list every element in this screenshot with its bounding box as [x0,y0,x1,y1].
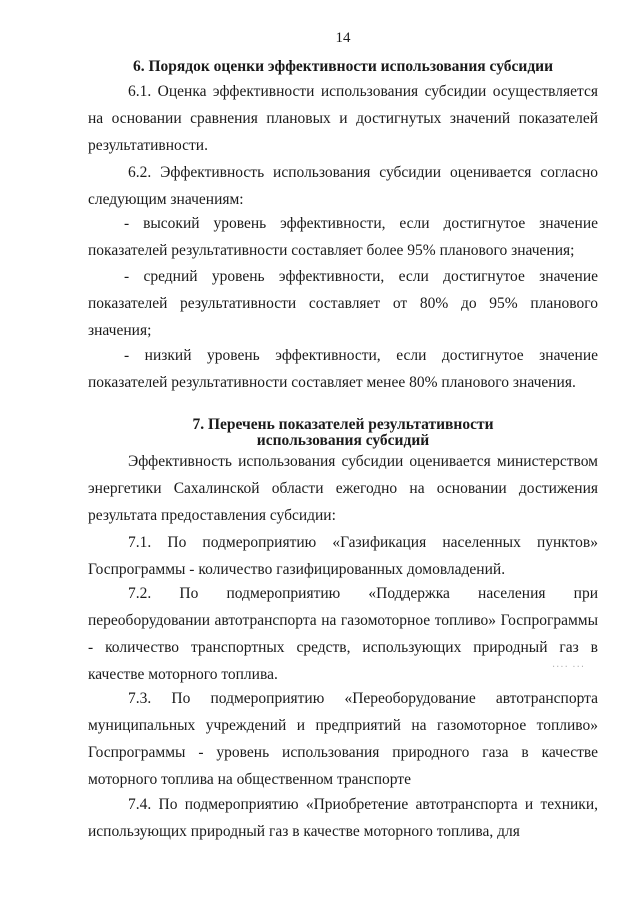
scan-artifact: ‧‧·‧ ·‧‧ [551,662,585,673]
paragraph-6-1: 6.1. Оценка эффективности использования субсидии осуществляется на основании сравнения плановых и достигнутых значений показателей результативности. [88,83,598,154]
paragraph-6-2: 6.2. Эффективность использования субсидии оценивается согласно следующим значениям: [88,164,598,208]
bullet-low-efficiency: - низкий уровень эффективности, если достигнутое значение показателей результативности составляет менее 80% планового значения. [88,347,598,391]
paragraph-7-4: 7.4. По подмероприятию «Приобретение автотранспорта и техники, использующих природный газ в качестве моторного топлива, для [88,796,598,840]
page-number: 14 [335,30,351,46]
section-7-intro: Эффективность использования субсидии оценивается министерством энергетики Сахалинской области ежегодно на основании достижения результата предоставления субсидии: [88,453,598,524]
bullet-high-efficiency: - высокий уровень эффективности, если достигнутое значение показателей результативности составляет более 95% планового значения; [88,215,598,259]
document-page [88,0,598,905]
section-7-title-line1: 7. Перечень показателей результативности [192,416,494,433]
paragraph-7-1: 7.1. По подмероприятию «Газификация населенных пунктов» Госпрограммы - количество газифицированных домовладений. [88,534,598,578]
paragraph-7-2: 7.2. По подмероприятию «Поддержка населения при переоборудовании автотранспорта на газомоторное топливо» Госпрограммы - количество транспортных средств, использующих природный газ в качестве моторного топлива. [88,585,598,683]
section-7-title-line2: использования субсидий [256,432,430,449]
section-6-title: 6. Порядок оценки эффективности использования субсидии [132,58,554,75]
paragraph-7-3: 7.3. По подмероприятию «Переоборудование автотранспорта муниципальных учреждений и предприятий на газомоторное топливо» Госпрограммы - уровень использования природного газа в качестве моторного топлива на общественном транспорте [88,690,598,788]
bullet-medium-efficiency: - средний уровень эффективности, если достигнутое значение показателей результативности составляет от 80% до 95% планового значения; [88,268,598,339]
